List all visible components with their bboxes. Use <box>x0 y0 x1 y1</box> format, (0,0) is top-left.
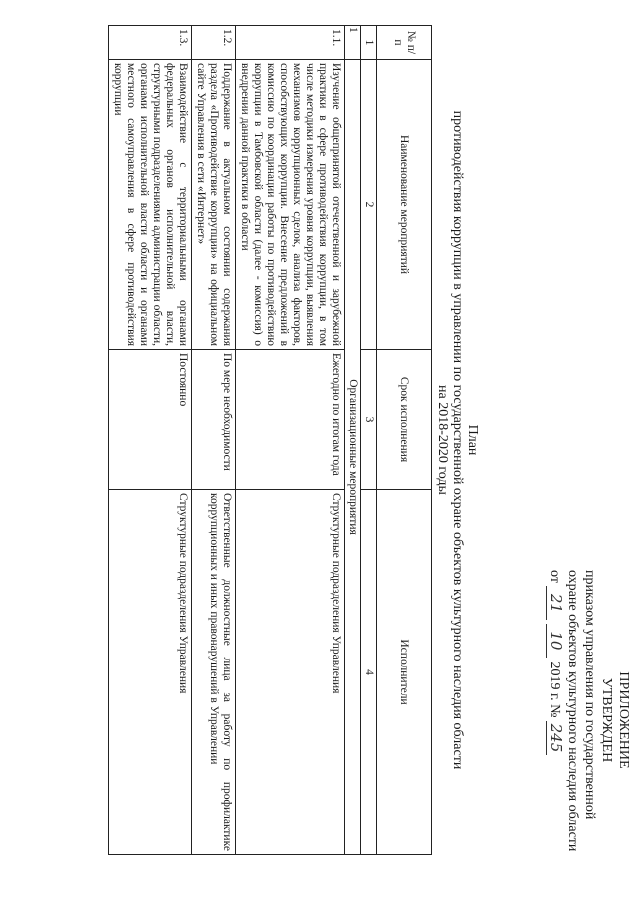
row-number: 1.2. <box>192 26 236 60</box>
date-prefix: от <box>547 570 562 583</box>
plan-table <box>108 25 432 855</box>
section-title: Организационные мероприятия <box>345 60 361 855</box>
handwritten-number: 245 <box>546 721 564 755</box>
header-number: № п/п <box>377 26 432 60</box>
section-row <box>345 26 361 855</box>
order-line-1: приказом управления по государственной <box>582 570 597 820</box>
column-number: 4 <box>361 490 377 855</box>
row-executor: Ответственные должностные лица за работу по профилактике коррупционных и иных правонарушений в Управлении <box>192 490 236 855</box>
plan-subtitle: противодействия коррупции в управлении по государственной охране объектов культурного наследия области <box>450 110 465 770</box>
handwritten-month: 10 <box>546 624 564 658</box>
column-number: 1 <box>361 26 377 60</box>
table-row <box>109 26 192 855</box>
header-row <box>377 26 432 855</box>
order-date-line <box>546 570 564 870</box>
section-number: 1 <box>345 26 361 60</box>
header-name: Наименование мероприятий <box>377 60 432 350</box>
handwritten-day: 21 <box>546 586 564 620</box>
row-name: Изучение общепринятой отечественной и зарубежной практики в сфере противодействия коррупции, в том числе методики измерения уровня коррупции, выявления механизмов коррупционных сделок, анализа факторов, способствующих коррупции. Внесение предложений в комиссию по координации работы по противодействию коррупции в Тамбовской области (далее - комиссия) о внедрении данной практики в области <box>236 60 345 350</box>
table-row <box>192 26 236 855</box>
appendix-title: ПРИЛОЖЕНИЕ <box>616 671 631 769</box>
header-term: Срок исполнения <box>377 350 432 490</box>
row-term: Ежегодно по итогам года <box>236 350 345 490</box>
approved-label: УТВЕРЖДЕН <box>599 677 614 763</box>
plan-years: на 2018-2020 годы <box>435 385 450 495</box>
row-executor: Структурные подразделения Управления <box>109 490 192 855</box>
row-term: Постоянно <box>109 350 192 490</box>
order-line-2: охране объектов культурного наследия области <box>565 570 580 852</box>
column-number: 3 <box>361 350 377 490</box>
plan-heading <box>435 60 480 820</box>
table-row <box>236 26 345 855</box>
row-term: По мере необходимости <box>192 350 236 490</box>
plan-title: План <box>465 424 480 456</box>
year-text: 2019 г. № <box>547 661 562 718</box>
header-executor: Исполнители <box>377 490 432 855</box>
row-name: Взаимодействие с территориальными органами федеральных органов исполнительной власти, структурными подразделениями администрации области, органами исполнительной власти области и органами местного самоуправления в сфере противодействия коррупции <box>109 60 192 350</box>
column-number-row <box>361 26 377 855</box>
row-number: 1.1. <box>236 26 345 60</box>
row-number: 1.3. <box>109 26 192 60</box>
column-number: 2 <box>361 60 377 350</box>
row-executor: Структурные подразделения Управления <box>236 490 345 855</box>
approval-block <box>546 570 632 870</box>
row-name: Поддержание в актуальном состоянии содержания раздела «Противодействие коррупции» на официальном сайте Управления в сети «Интернет» <box>192 60 236 350</box>
